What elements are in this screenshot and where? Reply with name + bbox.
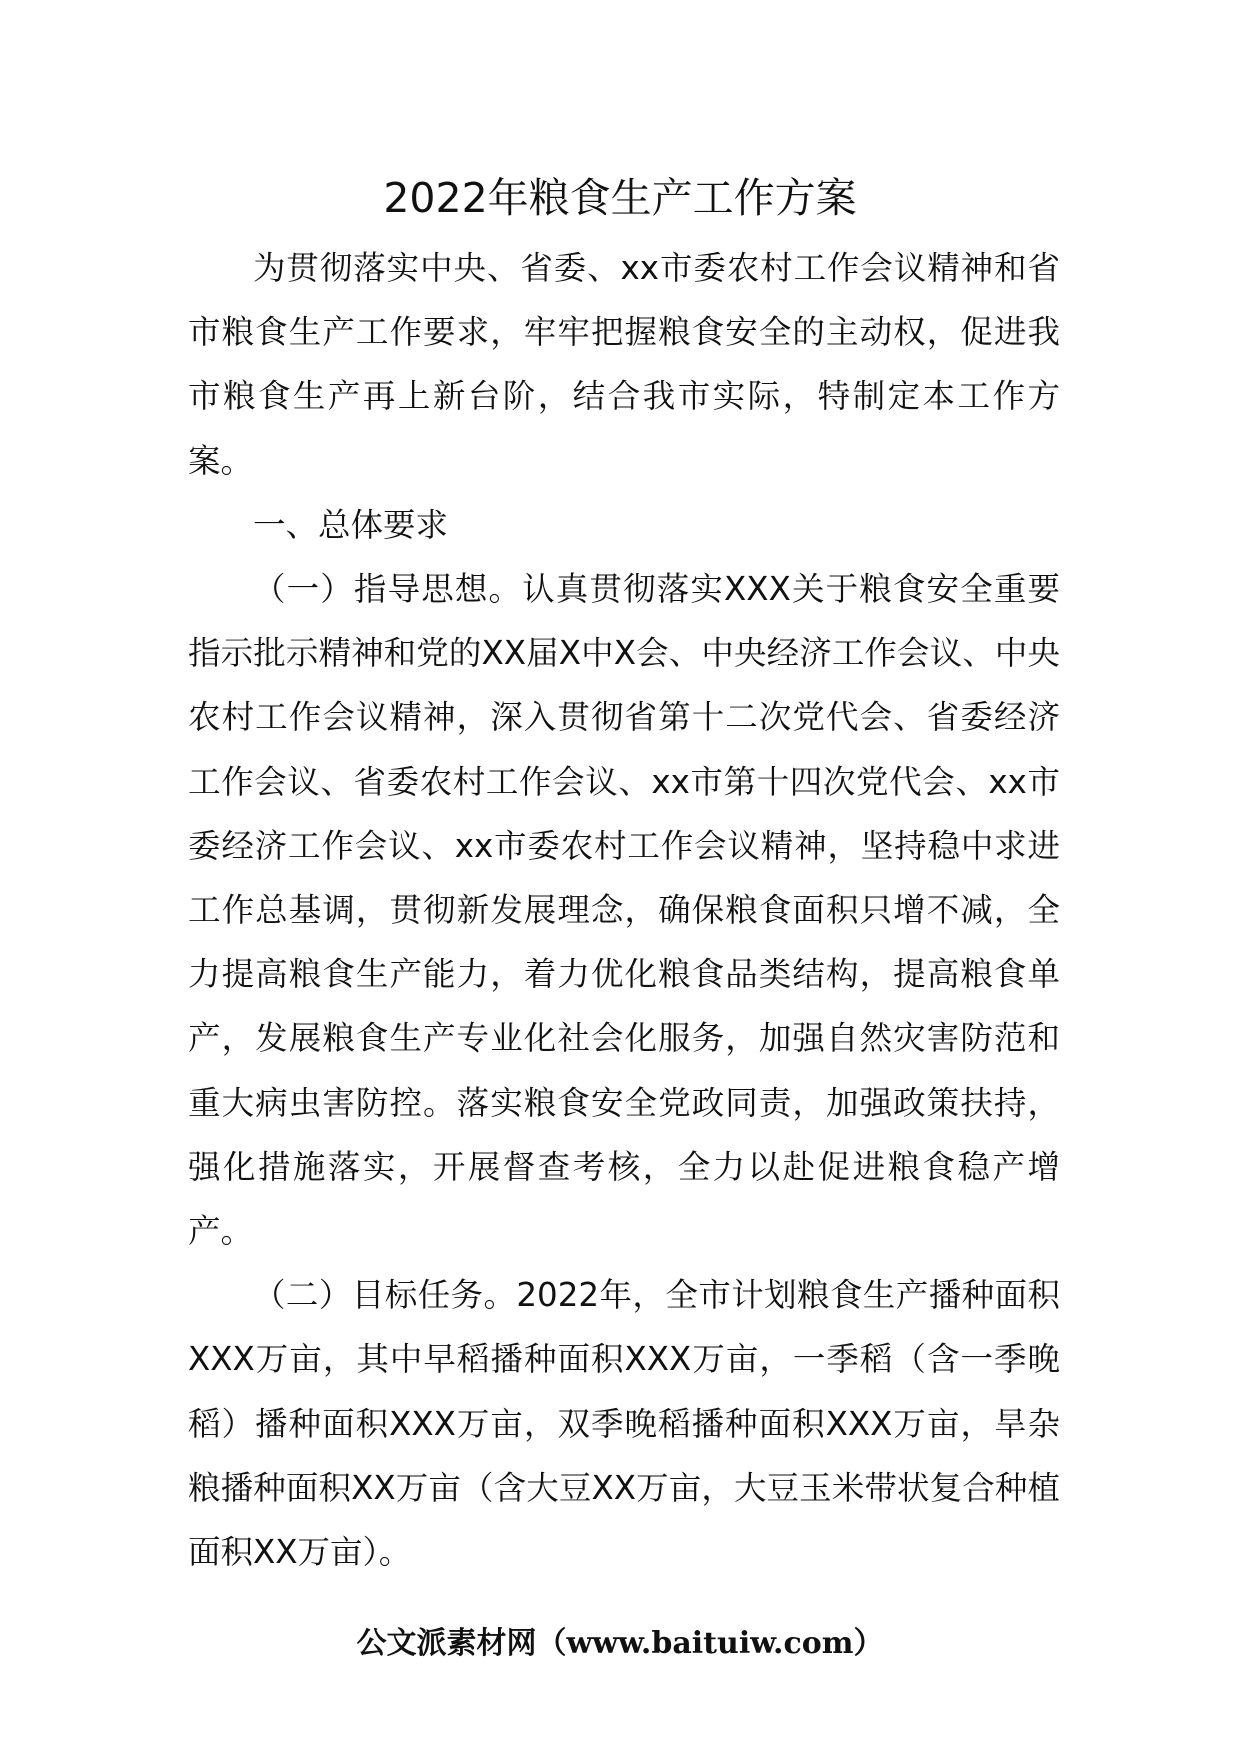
- document-title: 2022年粮食生产工作方案: [383, 174, 857, 222]
- section-heading-general-requirements: 一、总体要求: [253, 505, 449, 544]
- footer-watermark: 公文派素材网（www.baituiw.com）: [356, 1626, 884, 1661]
- target-tasks-paragraph: （二）目标任务。2022年，全市计划粮食生产播种面积XXX万亩，其中早稻播种面积XXX万亩，一季稻（含一季晚稻）播种面积XXX万亩，双季晚稻播种面积XXX万亩，旱杂粮播种面积XX万亩（含大豆XX万亩，大豆玉米带状复合种植面积XX万亩）。: [188, 1276, 1060, 1572]
- intro-paragraph: 为贯彻落实中央、省委、xx市委农村工作会议精神和省市粮食生产工作要求，牢牢把握粮食安全的主动权，促进我市粮食生产再上新台阶，结合我市实际，特制定本工作方案。: [188, 249, 1060, 480]
- guiding-ideology-paragraph: （一）指导思想。认真贯彻落实XXX关于粮食安全重要指示批示精神和党的XX届X中X会、中央经济工作会议、中央农村工作会议精神，深入贯彻省第十二次党代会、省委经济工作会议、省委农村工作会议、xx市第十四次党代会、xx市委经济工作会议、xx市委农村工作会议精神，坚持稳中求进工作总基调，贯彻新发展理念，确保粮食面积只增不减，全力提高粮食生产能力，着力优化粮食品类结构，提高粮食单产，发展粮食生产专业化社会化服务，加强自然灾害防范和重大病虫害防控。落实粮食安全党政同责，加强政策扶持，强化措施落实，开展督查考核，全力以赴促进粮食稳产增产。: [188, 570, 1060, 1251]
- document-body: [188, 236, 1060, 1584]
